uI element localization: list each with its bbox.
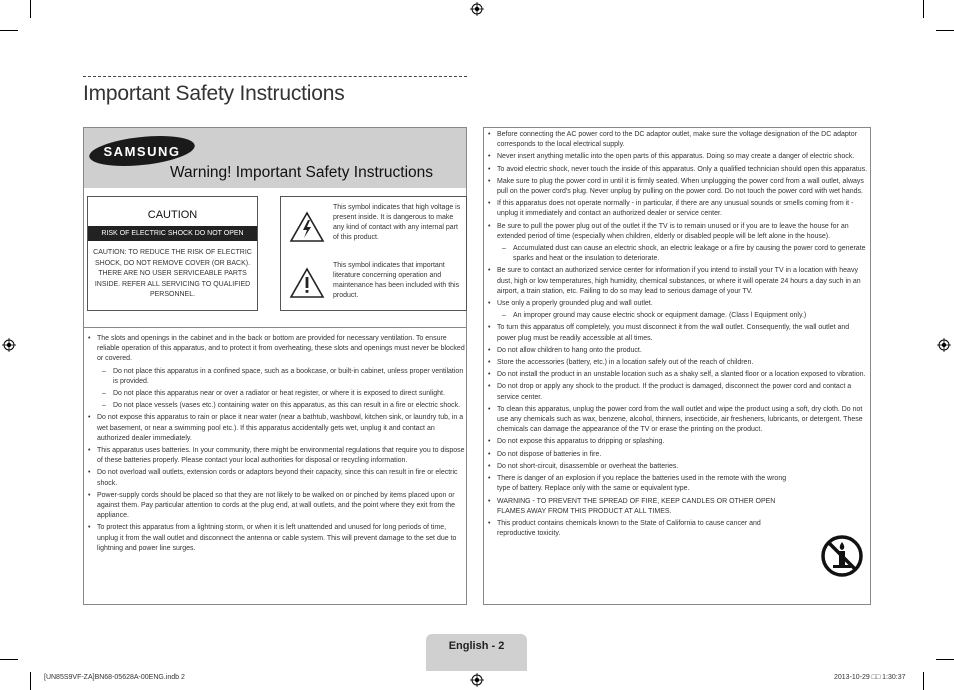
crop-mark (0, 659, 18, 660)
list-item: • Do not drop or apply any shock to the product. If the product is damaged, disconnect the power cord and contact a service center. (487, 382, 870, 402)
left-safety-list (87, 334, 467, 556)
list-item: • To turn this apparatus off completely, you must disconnect it from the wall outlet. Consequently, the wall outlet and power plug must be readily accessible at all times. (487, 323, 870, 343)
list-item: • Be sure to contact an authorized service center for information if you intend to install your TV in a location with heavy dust, high or low temperatures, high humidity, chemical substances, or where it will operate 24 hours a day such in an airport, a train station, etc. Failing to do so may lead to serious damage of your TV. (487, 266, 870, 297)
crop-mark (923, 672, 924, 690)
exclamation-triangle-icon (289, 267, 325, 299)
list-item: • Before connecting the AC power cord to the DC adaptor outlet, make sure the voltage designation of the DC adaptor corresponds to the local electrical supply. (487, 130, 870, 150)
list-item: • If this apparatus does not operate normally - in particular, if there are any unusual sounds or smells coming from it - unplug it immediately and contact an authorized dealer or service center. (487, 199, 870, 219)
list-item: • To protect this apparatus from a lightning storm, or when it is left unattended and unused for long periods of time, unplug it from the wall outlet and disconnect the antenna or cable system. This will prevent damage to the set due to lightning and power line surges. (87, 523, 467, 554)
sub-list-item: – An improper ground may cause electric shock or equipment damage. (Class l Equipment only.) (487, 311, 870, 321)
page-title: Important Safety Instructions (83, 82, 345, 105)
registration-mark-icon (470, 2, 484, 16)
warning-title: Warning! Important Safety Instructions (170, 164, 434, 181)
caution-text: CAUTION: TO REDUCE THE RISK OF ELECTRIC SHOCK, DO NOT REMOVE COVER (OR BACK). THERE ARE NO USER SERVICEABLE PARTS INSIDE. REFER ALL SERVICING TO QUALIFIED PERSONNEL. (93, 249, 252, 298)
lightning-triangle-icon (289, 211, 325, 243)
list-item: • Power-supply cords should be placed so that they are not likely to be walked on or pinched by items placed upon or against them. Pay particular attention to cords at the plug end, at wall outlets, and the point where they exit from the appliance. (87, 491, 467, 522)
list-item: • Do not overload wall outlets, extension cords or adaptors beyond their capacity, since this can result in fire or electric shock. (87, 468, 467, 488)
page-number-tab (426, 634, 527, 671)
registration-mark-icon (470, 673, 484, 687)
list-item: • Be sure to pull the power plug out of the outlet if the TV is to remain unused or if you are to leave the house for an extended period of time (especially when children, elderly or disabled people will be left alone in the house). (487, 222, 870, 242)
crop-mark (30, 672, 31, 690)
page-number-label: English - 2 (448, 640, 505, 652)
sub-list-item: – Do not place vessels (vases etc.) containing water on this apparatus, as this can result in a fire or electric shock. (87, 401, 467, 411)
samsung-logo-icon (87, 134, 197, 168)
list-item: • The slots and openings in the cabinet and in the back or bottom are provided for necessary ventilation. To ensure reliable operation of this apparatus, and to protect it from overheating, these slots and openings must never be blocked or covered. (87, 334, 467, 365)
title-dashed-rule (83, 76, 467, 77)
list-item: • Do not dispose of batteries in fire. (487, 450, 870, 460)
crop-mark (0, 30, 18, 31)
crop-mark (30, 0, 31, 18)
crop-mark (936, 30, 954, 31)
list-item: • Do not allow children to hang onto the product. (487, 346, 870, 356)
list-item: • Use only a properly grounded plug and wall outlet. (487, 299, 870, 309)
footer-date: 2013-10-29 □□ 1:30:37 (834, 674, 906, 681)
list-item: • Never insert anything metallic into the open parts of this apparatus. Doing so may create a danger of electric shock. (487, 152, 870, 162)
list-item: • Do not expose this apparatus to rain or place it near water (near a bathtub, washbowl, kitchen sink, or laundry tub, in a wet basement, or near a swimming pool etc.). If this apparatus accidentally gets wet, unplug it and contact an authorized dealer immediately. (87, 413, 467, 444)
left-panel (83, 127, 467, 605)
registration-mark-icon (2, 338, 16, 352)
sub-list-item: – Do not place this apparatus near or over a radiator or heat register, or where it is exposed to direct sunlight. (87, 389, 467, 399)
list-item: • To clean this apparatus, unplug the power cord from the wall outlet and wipe the product using a soft, dry cloth. Do not use any chemicals such as wax, benzene, alcohol, thinners, insecticide, air fresheners, lubricants, or detergent. These chemicals can damage the appearance of the TV or erase the printing on the product. (487, 405, 870, 436)
caution-bar: RISK OF ELECTRIC SHOCK DO NOT OPEN (88, 226, 257, 241)
list-item: • Make sure to plug the power cord in until it is firmly seated. When unplugging the power cord from a wall outlet, always pull on the power cord's plug. Never unplug by pulling on the power cord. Do not touch the power cord with wet hands. (487, 177, 870, 197)
list-item: • Do not install the product in an unstable location such as a shaky self, a slanted floor or a location exposed to vibration. (487, 370, 870, 380)
left-divider (84, 327, 466, 328)
list-item: • This apparatus uses batteries. In your community, there might be environmental regulations that require you to dispose of these batteries properly. Please contact your local authorities for disposal or recycling information. (87, 446, 467, 466)
list-item: • This product contains chemicals known to the State of California to cause cancer and reproductive toxicity. (487, 519, 797, 539)
right-panel (483, 127, 871, 605)
symbol-box (280, 196, 467, 311)
crop-mark (936, 659, 954, 660)
footer-file-name: [UN85S9VF-ZA]BN68-05628A-00ENG.indb 2 (44, 674, 185, 681)
brand-wordmark: SAMSUNG (103, 144, 181, 159)
sub-list-item: – Accumulated dust can cause an electric shock, an electric leakage or a fire by causing the power cord to generate sparks and heat or the insulation to deteriorate. (487, 244, 870, 264)
caution-box (87, 196, 258, 311)
no-candle-icon (820, 534, 864, 578)
list-item: • WARNING - TO PREVENT THE SPREAD OF FIRE, KEEP CANDLES OR OTHER OPEN FLAMES AWAY FROM THIS PRODUCT AT ALL TIMES. (487, 497, 797, 517)
list-item: • Do not short-circuit, disassemble or overheat the batteries. (487, 462, 870, 472)
crop-mark (923, 0, 924, 18)
sub-list-item: – Do not place this apparatus in a confined space, such as a bookcase, or built-in cabinet, unless proper ventilation is provided. (87, 367, 467, 387)
list-item: • Store the accessories (battery, etc.) in a location safely out of the reach of children. (487, 358, 870, 368)
registration-mark-icon (937, 338, 951, 352)
warning-header (84, 128, 466, 188)
exclamation-symbol-text: This symbol indicates that important literature concerning operation and maintenance has been included with this product. (333, 262, 460, 299)
list-item: • To avoid electric shock, never touch the inside of this apparatus. Only a qualified technician should open this apparatus. (487, 165, 870, 175)
list-item: • Do not expose this apparatus to dripping or splashing. (487, 437, 870, 447)
caution-title: CAUTION (147, 209, 198, 221)
right-safety-list (487, 130, 870, 541)
lightning-symbol-text: This symbol indicates that high voltage is present inside. It is dangerous to make any kind of contact with any internal part of this product. (333, 204, 461, 241)
list-item: • There is danger of an explosion if you replace the batteries used in the remote with the wrong type of battery. Replace only with the same or equivalent type. (487, 474, 797, 494)
